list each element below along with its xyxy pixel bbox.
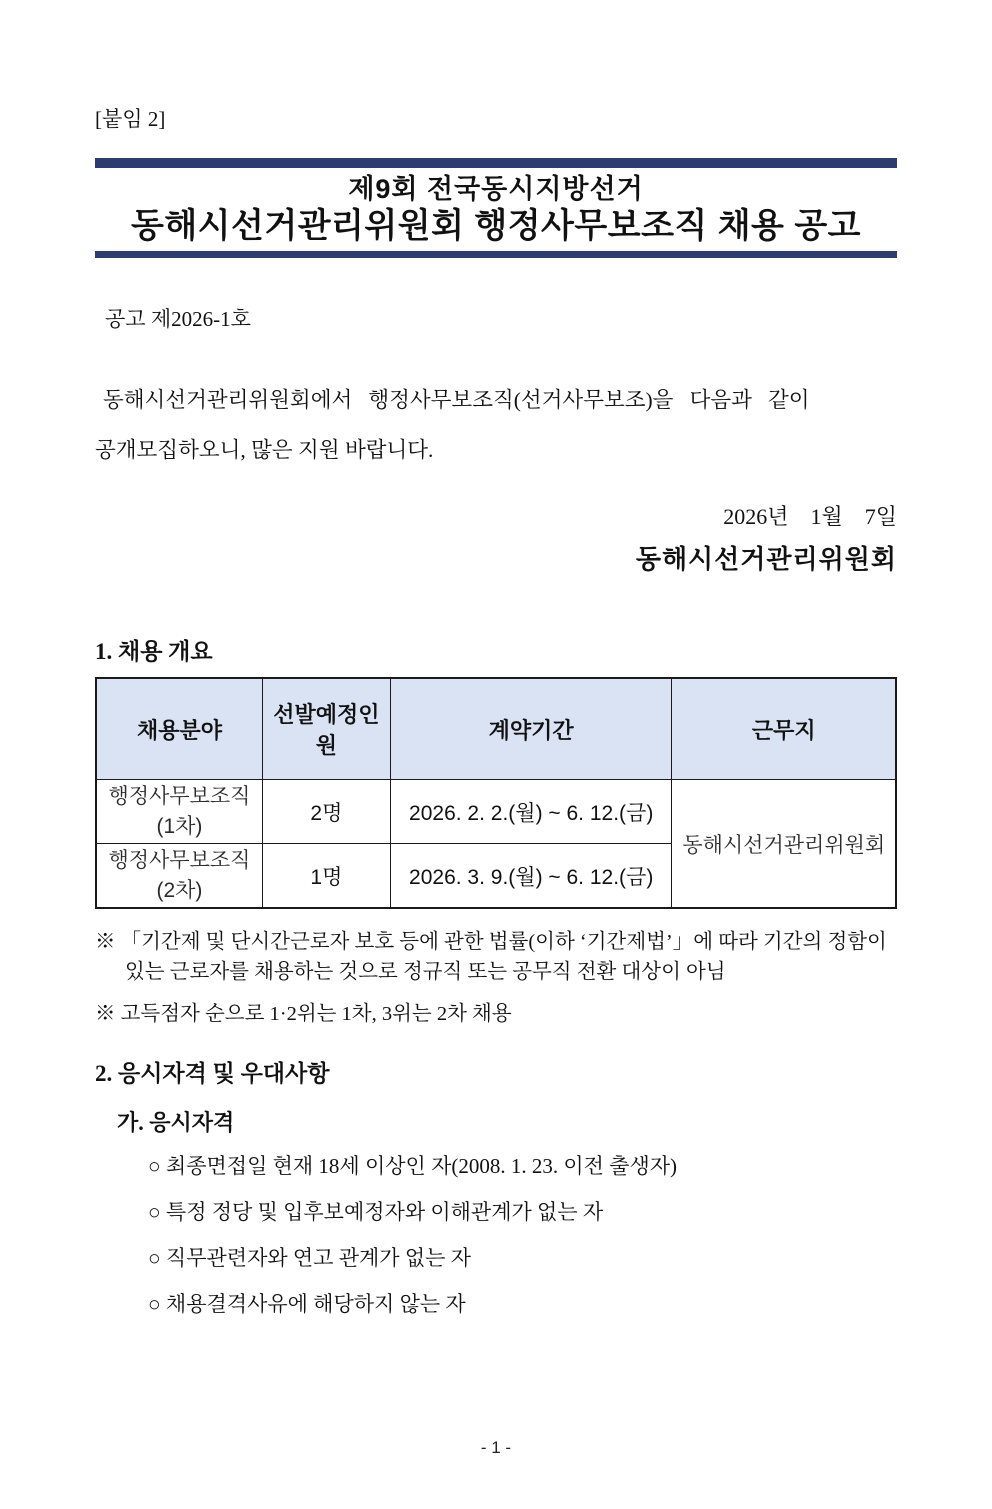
field-phase: (2차): [156, 878, 203, 902]
notice-title-line2: 동해시선거관리위원회 행정사무보조직 채용 공고: [130, 207, 862, 245]
workplace-cell: 동해시선거관리위원회: [672, 780, 896, 909]
title-banner: [95, 158, 897, 258]
notice-body-line2: 공개모집하오니, 많은 지원 바랍니다.: [95, 438, 434, 462]
list-item: ○ 직무관련자와 연고 관계가 없는 자: [148, 1246, 471, 1270]
list-item: ○ 최종면접일 현재 18세 이상인 자(2008. 1. 23. 이전 출생자): [148, 1154, 678, 1178]
field-cell: [96, 780, 262, 844]
field-name: 행정사무보조직: [108, 848, 251, 872]
table-notes: [95, 927, 897, 1029]
field-cell: [96, 844, 262, 909]
eligibility-list: [148, 1151, 897, 1319]
table-row: [96, 780, 896, 844]
document-page: [0, 106, 992, 1509]
recruitment-table: [95, 677, 897, 909]
col-header-period: 계약기간: [390, 678, 672, 780]
section1-heading: 1. 채용 개요: [95, 639, 213, 664]
page-content: [0, 106, 992, 1319]
page-number: - 1 -: [480, 1438, 512, 1457]
col-header-count: 선발예정인원: [262, 678, 390, 780]
notice-body-line1: 동해시선거관리위원회에서 행정사무보조직(선거사무보조)을 다음과 같이: [103, 388, 810, 412]
table-header-row: [96, 678, 896, 780]
section2-subheading: 가. 응시자격: [117, 1110, 235, 1135]
notice-title-line1: 제9회 전국동시지방선거: [348, 174, 644, 204]
note-item: ※ 고득점자 순으로 1·2위는 1차, 3위는 2차 채용: [95, 1003, 512, 1025]
col-header-field: 채용분야: [96, 678, 262, 780]
field-phase: (1차): [156, 814, 203, 838]
count-cell: 1명: [262, 844, 390, 909]
attachment-label: [붙임 2]: [95, 107, 166, 131]
field-name: 행정사무보조직: [108, 784, 251, 808]
doc-number: 공고 제2026-1호: [105, 307, 251, 331]
period-cell: 2026. 2. 2.(월) ~ 6. 12.(금): [390, 780, 672, 844]
issuer-name: 동해시선거관리위원회: [635, 545, 897, 574]
count-cell: 2명: [262, 780, 390, 844]
note-item: ※ 「기간제 및 단시간근로자 보호 등에 관한 법률(이하 ‘기간제법’」에 따라 기간의 정함이 있는 근로자를 채용하는 것으로 정규직 또는 공무직 전환 대상이 아님: [95, 931, 887, 983]
section2-heading: 2. 응시자격 및 우대사항: [95, 1061, 330, 1086]
period-cell: 2026. 3. 9.(월) ~ 6. 12.(금): [390, 844, 672, 909]
issue-date: 2026년 1월 7일: [723, 504, 897, 529]
list-item: ○ 특정 정당 및 입후보예정자와 이해관계가 없는 자: [148, 1200, 604, 1224]
list-item: ○ 채용결격사유에 해당하지 않는 자: [148, 1292, 466, 1316]
notice-body: [95, 375, 897, 475]
col-header-workplace: 근무지: [672, 678, 896, 780]
